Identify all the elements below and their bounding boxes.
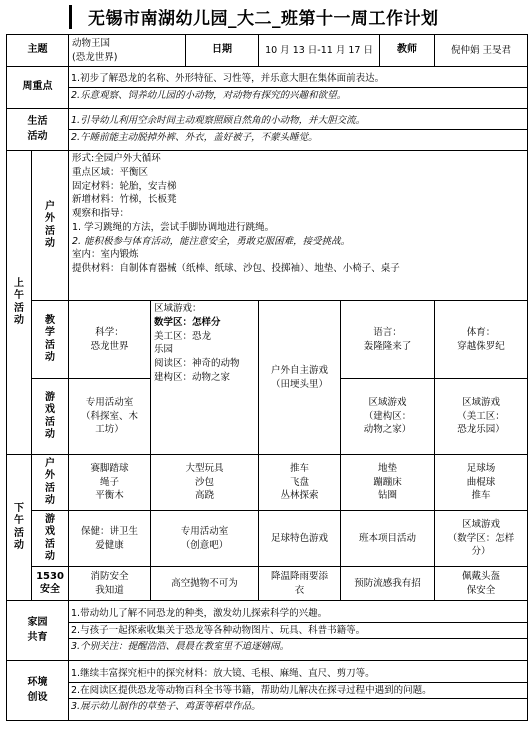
thursday-game: 区域游戏 （建构区： 动物之家） [341, 379, 435, 455]
wednesday-outdoor-game: 户外自主游戏 （田埂头里） [259, 301, 341, 455]
monday-game: 专用活动室 （科探室、木 工坊） [69, 379, 151, 455]
teacher-label: 教师 [380, 35, 435, 67]
weekly-focus-row [7, 67, 528, 109]
environment-content [69, 661, 528, 721]
home-row [7, 601, 528, 661]
afternoon-label: 下 午 活 动 [7, 455, 32, 601]
life-item: 1.引导幼儿利用空余时间主动观察照顾自然角的小动物，并大胆交流。 [69, 113, 527, 130]
morning-outdoor-label: 户 外 活 动 [32, 151, 69, 301]
monday-teaching: 科学： 恐龙世界 [69, 301, 151, 379]
morning-label: 上 午 活 动 [7, 151, 32, 455]
life-content [69, 109, 528, 151]
friday-teaching: 体育： 穿越侏罗纪 [435, 301, 528, 379]
environment-item: 1.继续丰富探究柜中的探究材料：放大镜、毛根、麻绳、直尺、剪刀等。 [69, 666, 527, 683]
weekly-focus-label: 周重点 [7, 67, 69, 109]
page-title: 无锡市南湖幼儿园_大二_班第十一周工作计划 [88, 9, 439, 29]
morning-teaching-label: 教 学 活 动 [32, 301, 69, 379]
morning-teaching-row [7, 301, 528, 379]
monday-afternoon-outdoor: 赛脚踏球 绳子 平衡木 [69, 455, 151, 511]
wednesday-safety: 降温降雨要添 衣 [259, 567, 341, 601]
home-content [69, 601, 528, 661]
friday-afternoon-game: 区域游戏 （数学区：怎样 分） [435, 511, 528, 567]
theme-value: 动物王国 (恐龙世界) [69, 35, 186, 67]
tuesday-area-games: 区域游戏： 数学区：怎样分 美工区：恐龙 乐园 阅读区：神奇的动物 建构区：动物之家 [151, 301, 259, 455]
thursday-afternoon-outdoor: 地垫 蹦蹦床 钻圈 [341, 455, 435, 511]
title-divider [69, 5, 72, 29]
environment-item: 3.展示幼儿制作的草垫子、鸡蛋等稻草作品。 [71, 701, 261, 713]
weekly-focus-content [69, 67, 528, 109]
afternoon-game-label: 游 戏 活 动 [32, 511, 69, 567]
morning-outdoor-content: 形式:全园户外大循环 重点区域：平衡区 固定材料：轮胎，安吉梯 新增材料：竹梯，长板凳 观察和指导： 1. 学习跳绳的方法，尝试手脚协调地进行跳绳。 2. 能积极参与体育活动，能注意安全，勇敢克服困难，接受挑战。 室内：室内锻炼 提供材料：自制体育器械（纸棒、纸球、沙包、投掷袖）、地垫、小椅子、桌子 [69, 151, 528, 301]
safety-row [7, 567, 528, 601]
life-item: 2.午睡前能主动脱掉外裤、外衣，盖好被子，不蒙头睡觉。 [71, 132, 318, 143]
tuesday-afternoon-outdoor: 大型玩具 沙包 高跷 [151, 455, 259, 511]
friday-game: 区域游戏 （美工区： 恐龙乐园） [435, 379, 528, 455]
monday-afternoon-game: 保健：讲卫生 爱健康 [69, 511, 151, 567]
theme-label: 主题 [7, 35, 69, 67]
life-row [7, 109, 528, 151]
environment-label: 环境 创设 [7, 661, 69, 721]
safety-label: 1530 安全 [32, 567, 69, 601]
thursday-afternoon-game: 班本项目活动 [341, 511, 435, 567]
home-item: 2.与孩子一起探索收集关于恐龙等各种动物图片、玩具、科普书籍等。 [69, 623, 527, 640]
teacher-value: 倪仲娟 王旻君 [435, 35, 528, 67]
thursday-teaching: 语言： 轰隆隆来了 [341, 301, 435, 379]
wednesday-afternoon-outdoor: 推车 飞盘 丛林探索 [259, 455, 341, 511]
title-area [0, 0, 532, 32]
monday-safety: 消防安全 我知道 [69, 567, 151, 601]
afternoon-outdoor-label: 户 外 活 动 [32, 455, 69, 511]
date-value: 10 月 13 日-11 月 17 日 [259, 35, 380, 67]
wednesday-afternoon-game: 足球特色游戏 [259, 511, 341, 567]
tuesday-safety: 高空抛物不可为 [151, 567, 259, 601]
life-label: 生活 活动 [7, 109, 69, 151]
environment-row [7, 661, 528, 721]
home-item: 3.个别关注：提醒浩浩、晨晨在教室里不追逐嬉闹。 [71, 641, 290, 653]
thursday-safety: 预防流感我有招 [341, 567, 435, 601]
weekly-focus-item: 1.初步了解恐龙的名称、外形特征、习性等，并乐意大胆在集体面前表达。 [69, 71, 527, 88]
afternoon-game-row [7, 511, 528, 567]
weekly-focus-item: 2.乐意观察、饲养幼儿园的小动物，对动物有探究的兴趣和欲望。 [71, 90, 347, 101]
morning-game-label: 游 戏 活 动 [32, 379, 69, 455]
friday-afternoon-outdoor: 足球场 曲棍球 推车 [435, 455, 528, 511]
home-item: 1.带动幼儿了解不同恐龙的种类，激发幼儿探索科学的兴趣。 [69, 606, 527, 623]
afternoon-outdoor-row [7, 455, 528, 511]
header-row [7, 35, 528, 67]
environment-item: 2.在阅读区提供恐龙等动物百科全书等书籍，帮助幼儿解决在探寻过程中遇到的问题。 [69, 683, 527, 700]
tuesday-afternoon-game: 专用活动室 （创意吧） [151, 511, 259, 567]
weekly-plan-table [6, 34, 528, 721]
home-label: 家园 共育 [7, 601, 69, 661]
morning-outdoor-row [7, 151, 528, 301]
friday-safety: 佩戴头盔 保安全 [435, 567, 528, 601]
date-label: 日期 [186, 35, 259, 67]
